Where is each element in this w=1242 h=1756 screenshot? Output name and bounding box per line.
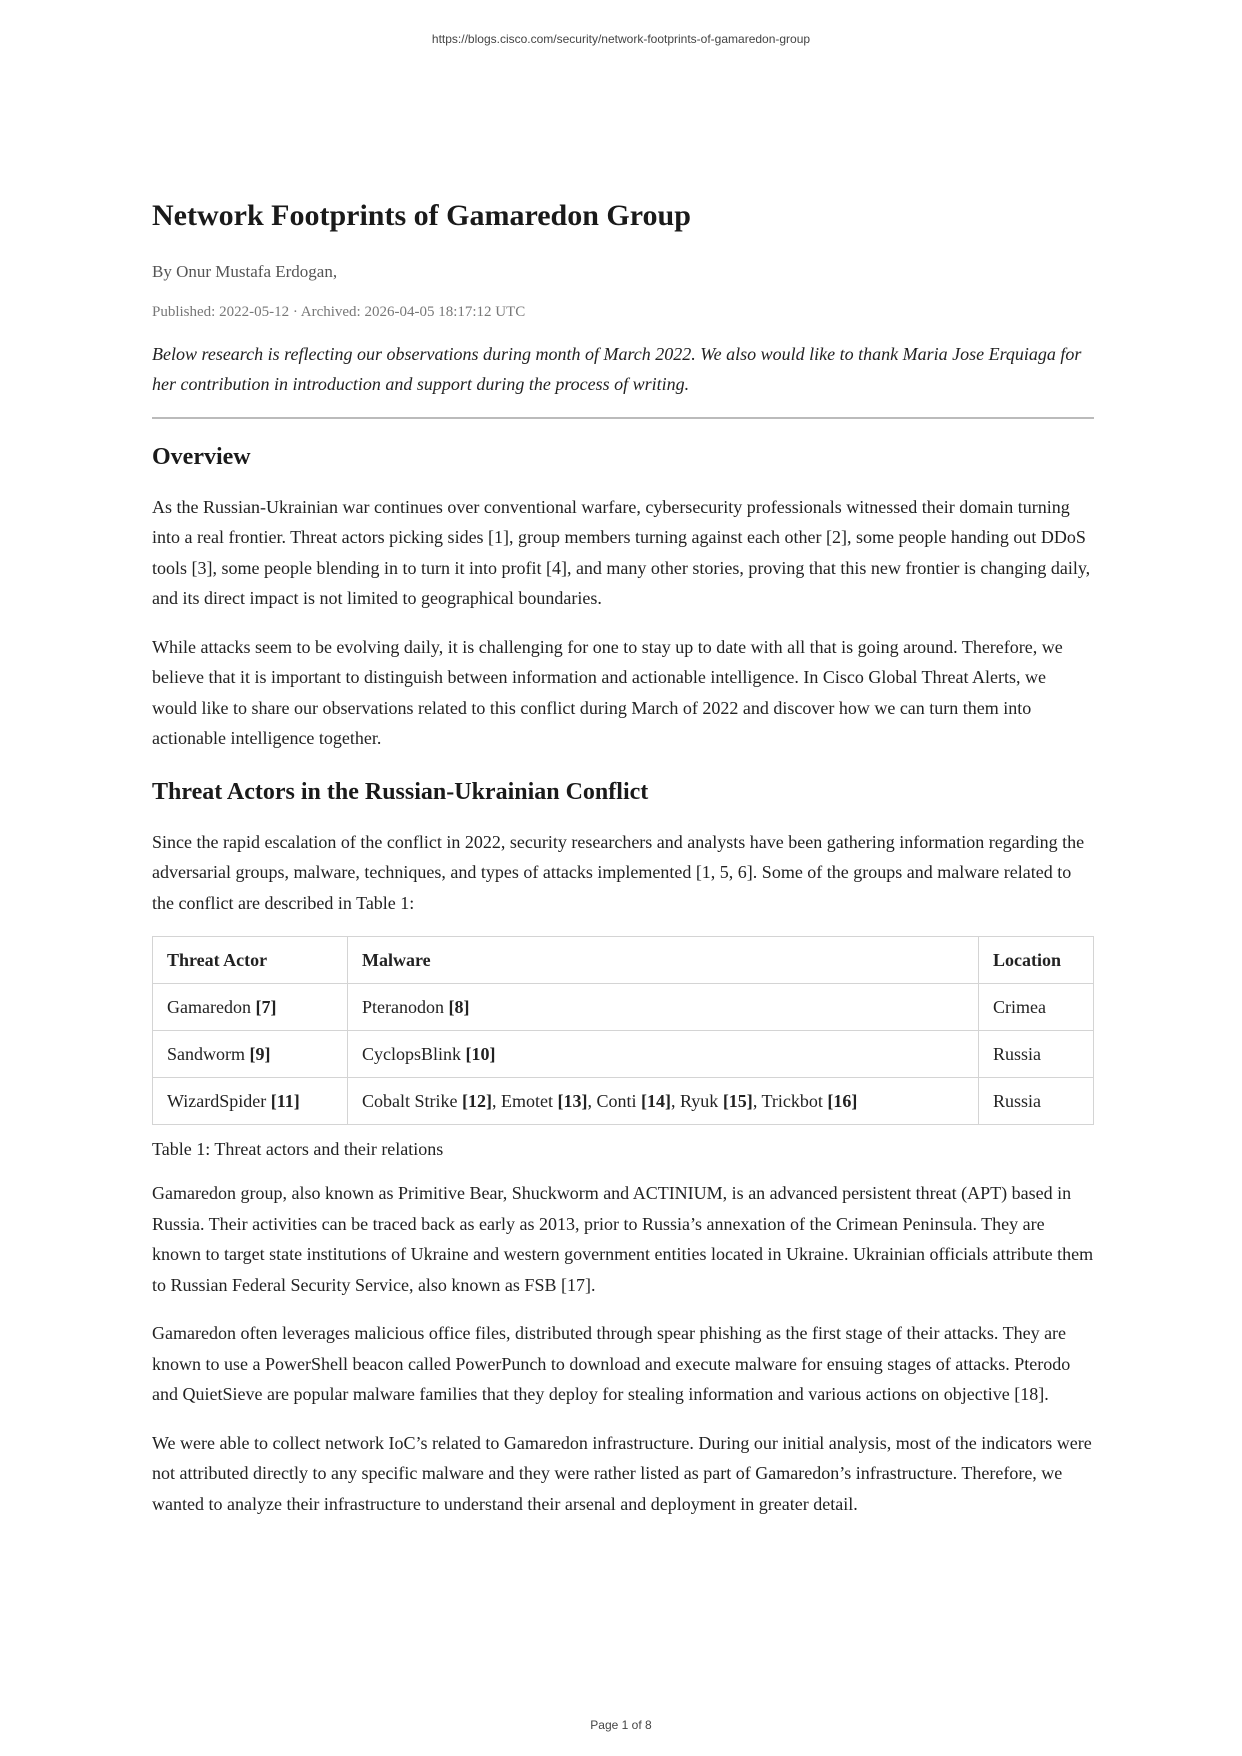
- malware-cell: Cobalt Strike [12], Emotet [13], Conti [14], Ryuk [15], Trickbot [16]: [348, 1078, 979, 1125]
- overview-paragraph-1: As the Russian-Ukrainian war continues over conventional warfare, cybersecurity professionals witnessed their domain turning into a real frontier. Threat actors picking sides [1], group members turning against each other [2], some people handing out DDoS tools [3], some people blending in to turn it into profit [4], and many other stories, proving that this new frontier is changing daily, and its direct impact is not limited to geographical boundaries.: [152, 496, 1091, 609]
- page-number: Page 1 of 8: [590, 1718, 652, 1732]
- malware-name: Pteranodon: [362, 996, 444, 1017]
- gamaredon-paragraph-1: Gamaredon group, also known as Primitive Bear, Shuckworm and ACTINIUM, is an advanced persistent threat (APT) based in Russia. Their activities can be traced back as early as 2013, prior to Russia’s annexation of the Crimean Peninsula. They are known to target state institutions of Ukraine and western government entities located in Ukraine. Ukrainian officials attribute them to Russian Federal Security Service, also known as FSB [17].: [152, 1183, 1094, 1295]
- table-caption: Table 1: Threat actors and their relations: [152, 1139, 444, 1160]
- overview-heading: Overview: [152, 444, 251, 470]
- location-cell: Russia: [979, 1078, 1094, 1125]
- table-row: [153, 1078, 1094, 1125]
- threat-actor-cell: [153, 1078, 348, 1125]
- reference-link[interactable]: [10]: [465, 1043, 496, 1064]
- threat-actors-intro: Since the rapid escalation of the conflict in 2022, security researchers and analysts have been gathering information regarding the adversarial groups, malware, techniques, and types of attacks implemented [1, 5, 6]. Some of the groups and malware related to the conflict are described in Table 1:: [152, 831, 1085, 913]
- malware-name: CyclopsBlink: [362, 1043, 462, 1064]
- table-row: [153, 984, 1094, 1031]
- reference-link[interactable]: [9]: [249, 1043, 271, 1064]
- reference-link[interactable]: [16]: [827, 1090, 858, 1111]
- threat-actor-table: [152, 936, 1094, 1125]
- malware-cell: [348, 984, 979, 1031]
- section-divider: [152, 417, 1094, 419]
- malware-name: Cobalt Strike: [362, 1090, 458, 1111]
- malware-cell: [348, 1031, 979, 1078]
- column-header-location: Location: [979, 937, 1094, 984]
- reference-link[interactable]: [7]: [255, 996, 277, 1017]
- gamaredon-paragraph-2: Gamaredon often leverages malicious office files, distributed through spear phishing as the first stage of their attacks. They are known to use a PowerShell beacon called PowerPunch to download and execute malware for ensuing stages of attacks. Pterodo and QuietSieve are popular malware families that they deploy for stealing information and various actions on objective [18].: [152, 1323, 1071, 1405]
- reference-link[interactable]: [11]: [270, 1090, 300, 1111]
- actor-name: Sandworm: [167, 1043, 245, 1064]
- reference-link[interactable]: [12]: [462, 1090, 492, 1111]
- column-header-malware: Malware: [348, 937, 979, 984]
- actor-name: WizardSpider: [167, 1090, 267, 1111]
- threat-actors-heading: Threat Actors in the Russian-Ukrainian Conflict: [152, 778, 649, 805]
- overview-paragraph-2: While attacks seem to be evolving daily, it is challenging for one to stay up to date with all that is going around. Therefore, we believe that it is important to distinguish between information and actionable intelligence. In Cisco Global Threat Alerts, we would like to share our observations related to this conflict during March of 2022 and discover how we can turn them into actionable intelligence together.: [152, 636, 1063, 749]
- page-title: Network Footprints of Gamaredon Group: [152, 199, 691, 232]
- source-url[interactable]: https://blogs.cisco.com/security/network-footprints-of-gamaredon-group: [431, 32, 811, 46]
- table-header-row: [153, 937, 1094, 984]
- reference-link[interactable]: [13]: [557, 1090, 588, 1111]
- intro-note: Below research is reflecting our observations during month of March 2022. We also would like to thank Maria Jose Erquiaga for her contribution in introduction and support during the process of writing.: [152, 344, 1082, 394]
- malware-name: Trickbot: [761, 1090, 823, 1111]
- location-cell: Russia: [979, 1031, 1094, 1078]
- reference-link[interactable]: [8]: [448, 996, 470, 1017]
- location-cell: Crimea: [979, 984, 1094, 1031]
- malware-name: Conti: [596, 1090, 637, 1111]
- publish-date: Published: 2022-05-12 · Archived: 2026-04-05 18:17:12 UTC: [152, 304, 526, 320]
- author-byline: By Onur Mustafa Erdogan,: [152, 262, 338, 281]
- reference-link[interactable]: [14]: [641, 1090, 672, 1111]
- malware-name: Ryuk: [680, 1090, 719, 1111]
- threat-actor-cell: [153, 1031, 348, 1078]
- malware-name: Emotet: [501, 1090, 553, 1111]
- reference-link[interactable]: [15]: [722, 1090, 753, 1111]
- threat-actor-cell: [153, 984, 348, 1031]
- table-row: [153, 1031, 1094, 1078]
- column-header-threat-actor: Threat Actor: [153, 937, 348, 984]
- gamaredon-paragraph-3: We were able to collect network IoC’s related to Gamaredon infrastructure. During our initial analysis, most of the indicators were not attributed directly to any specific malware and they were rather listed as part of Gamaredon’s infrastructure. Therefore, we wanted to analyze their infrastructure to understand their arsenal and deployment in greater detail.: [152, 1432, 1092, 1514]
- article-body: [152, 198, 1094, 1537]
- actor-name: Gamaredon: [167, 996, 251, 1017]
